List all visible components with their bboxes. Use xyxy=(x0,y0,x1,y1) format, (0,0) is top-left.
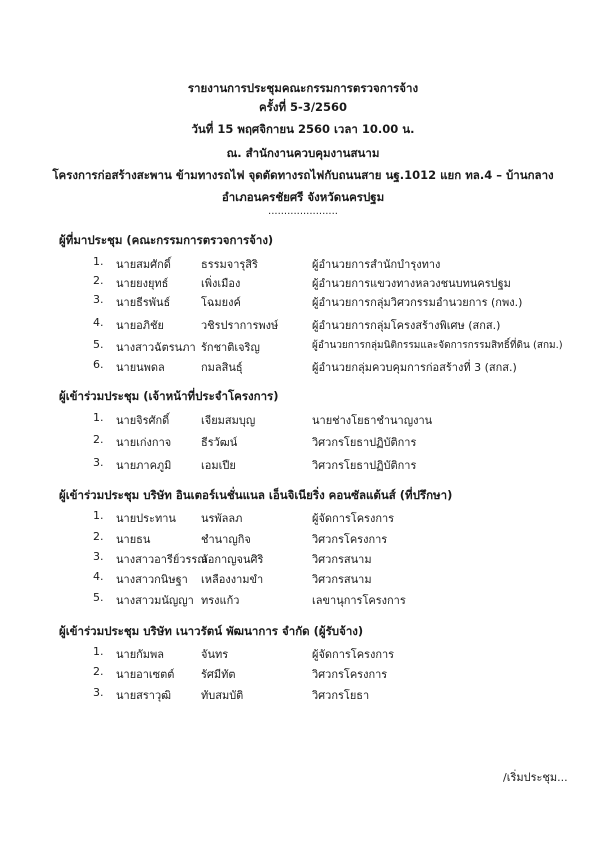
item-number: 2. xyxy=(93,665,104,678)
person-surname: รักชาติเจริญ xyxy=(201,341,260,354)
person-surname: โฉมยงค์ xyxy=(201,296,241,309)
person-name: นายอภิชัย xyxy=(116,319,164,332)
item-number: 1. xyxy=(93,255,104,268)
section-title: ผู้ที่มาประชุม (คณะกรรมการตรวจการจ้าง) xyxy=(59,233,274,247)
list-item xyxy=(0,316,606,332)
person-name: นายจิรศักดิ์ xyxy=(116,414,170,427)
person-position: ผู้จัดการโครงการ xyxy=(312,648,395,661)
person-name: นายกัมพล xyxy=(116,648,165,661)
person-surname: นรพัลลภ xyxy=(201,512,243,525)
list-item xyxy=(0,686,606,702)
person-surname: กมลสินธุ์ xyxy=(201,361,243,374)
person-position: ผู้อำนวยการกลุ่มโครงสร้างพิเศษ (สกส.) xyxy=(312,319,501,332)
person-name: นางสาวกนิษฐา xyxy=(116,573,188,586)
person-name: นายประทาน xyxy=(116,512,176,525)
person-position: วิศวกรสนาม xyxy=(312,553,372,566)
meeting-date: วันที่ 15 พฤศจิกายน 2560 เวลา 10.00 น. xyxy=(191,122,415,136)
item-number: 1. xyxy=(93,411,104,424)
list-item xyxy=(0,530,606,546)
person-name: นางสาวมนัญญา xyxy=(116,594,194,607)
item-number: 5. xyxy=(93,338,104,351)
list-item xyxy=(0,338,606,354)
list-item xyxy=(0,665,606,681)
person-name: นางสาวอารีย์วรรณ xyxy=(116,553,208,566)
project-district: อำเภอนครชัยศรี จังหวัดนครปฐม xyxy=(221,190,385,204)
list-item xyxy=(0,645,606,661)
person-name: นายธน xyxy=(116,533,151,546)
person-position: วิศวกรโครงการ xyxy=(312,533,388,546)
person-surname: ธีรวัฒน์ xyxy=(201,436,238,449)
meeting-number: ครั้งที่ 5-3/2560 xyxy=(258,100,348,114)
person-surname: วชิรปราการพงษ์ xyxy=(201,319,279,332)
list-item xyxy=(0,433,606,449)
person-position: นายช่างโยธาชำนาญงาน xyxy=(312,414,433,427)
person-surname: ธรรมจารุสิริ xyxy=(201,258,258,271)
list-item xyxy=(0,456,606,472)
item-number: 3. xyxy=(93,293,104,306)
item-number: 3. xyxy=(93,550,104,563)
person-name: นางสาวฉัตรนภา xyxy=(116,341,196,354)
person-name: นายอาเซตต์ xyxy=(116,668,175,681)
list-item xyxy=(0,358,606,374)
item-number: 3. xyxy=(93,456,104,469)
person-position: วิศวกรโยธาปฏิบัติการ xyxy=(312,459,417,472)
item-number: 1. xyxy=(93,509,104,522)
list-item xyxy=(0,255,606,271)
project-name: โครงการก่อสร้างสะพาน ข้ามทางรถไฟ จุดตัดทางรถไฟกับถนนสาย นฐ.1012 แยก ทล.4 – บ้านกลาง xyxy=(52,168,554,182)
person-surname: ลัอกาญจนศิริ xyxy=(201,553,264,566)
person-surname: เจียมสมบุญ xyxy=(201,414,256,427)
person-name: นายยงยุทธ์ xyxy=(116,277,169,290)
person-name: นายนพดล xyxy=(116,361,165,374)
person-name: นายสราวุฒิ xyxy=(116,689,172,702)
item-number: 5. xyxy=(93,591,104,604)
list-item xyxy=(0,411,606,427)
person-surname: ชำนาญกิจ xyxy=(201,533,251,546)
person-position: วิศวกรโยธา xyxy=(312,689,370,702)
person-position: เลขานุการโครงการ xyxy=(312,594,406,607)
section-title: ผู้เข้าร่วมประชุม บริษัท อินเตอร์เนชั่นแนล เอ็นจิเนียริ่ง คอนซัลแต้นส์ (ที่ปรึกษา) xyxy=(59,488,453,502)
section-title: ผู้เข้าร่วมประชุม (เจ้าหน้าที่ประจำโครงการ) xyxy=(59,389,279,403)
item-number: 2. xyxy=(93,530,104,543)
person-surname: เพิ่งเมือง xyxy=(201,277,241,290)
person-surname: ทับสมบัติ xyxy=(201,689,244,702)
continuation-note: /เริ่มประชุม... xyxy=(503,771,568,784)
person-position: ผู้จัดการโครงการ xyxy=(312,512,395,525)
list-item xyxy=(0,550,606,566)
item-number: 4. xyxy=(93,316,104,329)
person-surname: เอมเปีย xyxy=(201,459,236,472)
list-item xyxy=(0,570,606,586)
person-surname: รัศมีทัต xyxy=(201,668,236,681)
list-item xyxy=(0,293,606,309)
item-number: 2. xyxy=(93,274,104,287)
person-position: ผู้อำนวยการกลุ่มวิศวกรรมอำนวยการ (กพง.) xyxy=(312,296,523,309)
list-item xyxy=(0,274,606,290)
person-surname: ทรงแก้ว xyxy=(201,594,240,607)
person-position: วิศวกรโครงการ xyxy=(312,668,388,681)
title-separator: ...................... xyxy=(268,206,338,217)
person-position: ผู้อำนวยกลุ่มควบคุมการก่อสร้างที่ 3 (สกส.) xyxy=(312,361,517,374)
item-number: 1. xyxy=(93,645,104,658)
person-surname: เหลืองงามขำ xyxy=(201,573,264,586)
person-name: นายสมศักดิ์ xyxy=(116,258,171,271)
person-surname: จันทร xyxy=(201,648,229,661)
list-item xyxy=(0,591,606,607)
list-item xyxy=(0,509,606,525)
person-name: นายเก่งกาจ xyxy=(116,436,172,449)
person-position: วิศวกรสนาม xyxy=(312,573,372,586)
person-name: นายภาคภูมิ xyxy=(116,459,172,472)
person-name: นายธีรพันธ์ xyxy=(116,296,171,309)
item-number: 2. xyxy=(93,433,104,446)
item-number: 3. xyxy=(93,686,104,699)
meeting-location: ณ. สำนักงานควบคุมงานสนาม xyxy=(226,146,380,160)
person-position: วิศวกรโยธาปฏิบัติการ xyxy=(312,436,417,449)
person-position: ผู้อำนวยการกลุ่มนิติกรรมและจัดการกรรมสิทธิ์ที่ดิน (สกม.) xyxy=(312,340,563,351)
section-title: ผู้เข้าร่วมประชุม บริษัท เนาวรัตน์ พัฒนาการ จำกัด (ผู้รับจ้าง) xyxy=(59,624,364,638)
item-number: 6. xyxy=(93,358,104,371)
report-title: รายงานการประชุมคณะกรรมการตรวจการจ้าง xyxy=(187,81,419,95)
person-position: ผู้อำนวยการแขวงทางหลวงชนบทนครปฐม xyxy=(312,277,511,290)
person-position: ผู้อำนวยการสำนักบำรุงทาง xyxy=(312,258,441,271)
item-number: 4. xyxy=(93,570,104,583)
